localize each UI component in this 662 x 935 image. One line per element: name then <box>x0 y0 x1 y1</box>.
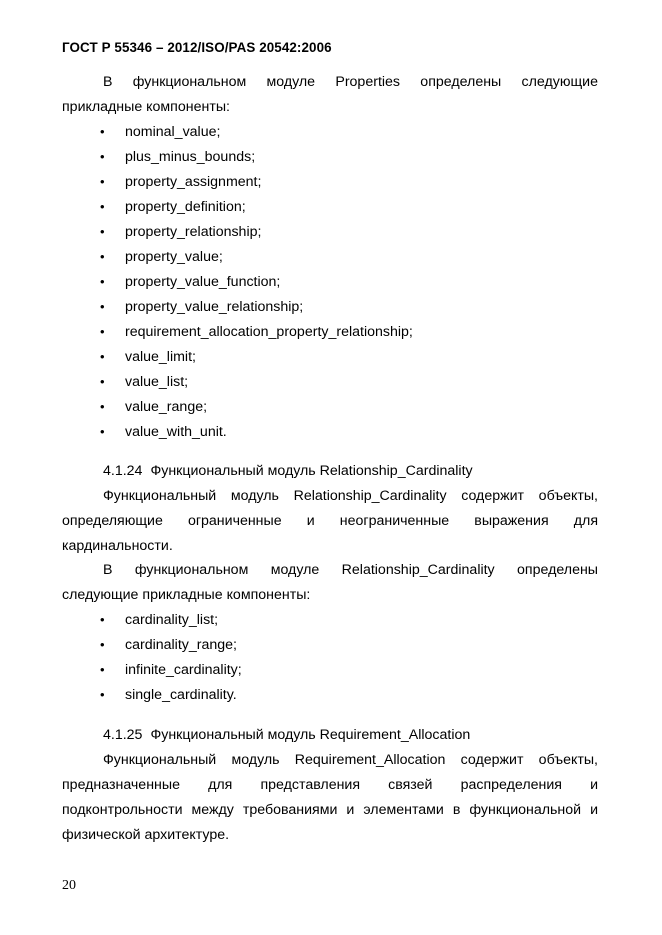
paragraph-line: прикладные компоненты: <box>62 99 230 115</box>
list-item: requirement_allocation_property_relationship; <box>125 324 413 340</box>
section-number: 4.1.25 <box>103 727 143 743</box>
list-item: cardinality_list; <box>125 612 219 628</box>
bullet-icon: • <box>100 374 105 389</box>
bullet-icon: • <box>100 249 105 264</box>
paragraph-line: предназначенные для представления связей распределения и <box>62 777 598 793</box>
bullet-icon: • <box>100 662 105 677</box>
section-heading-4-1-25 <box>103 726 470 744</box>
paragraph-line: Функциональный модуль Requirement_Allocation содержит объекты, <box>103 752 598 768</box>
list-item: single_cardinality. <box>125 687 237 703</box>
paragraph-line: Функциональный модуль Relationship_Cardinality содержит объекты, <box>103 488 598 504</box>
paragraph-line: В функциональном модуле Relationship_Cardinality определены <box>103 562 598 578</box>
page-number: 20 <box>62 878 76 893</box>
paragraph-line: подконтрольности между требованиями и элементами в функциональной и <box>62 802 598 818</box>
bullet-icon: • <box>100 124 105 139</box>
list-item: nominal_value; <box>125 124 221 140</box>
list-item: property_value_function; <box>125 274 281 290</box>
bullet-icon: • <box>100 199 105 214</box>
list-item: infinite_cardinality; <box>125 662 242 678</box>
bullet-icon: • <box>100 687 105 702</box>
bullet-icon: • <box>100 399 105 414</box>
list-item: property_relationship; <box>125 224 262 240</box>
list-item: value_list; <box>125 374 189 390</box>
bullet-icon: • <box>100 274 105 289</box>
list-item: value_with_unit. <box>125 424 227 440</box>
paragraph-line: физической архитектуре. <box>62 827 230 843</box>
paragraph-line: следующие прикладные компоненты: <box>62 587 311 603</box>
section-title: Функциональный модуль Relationship_Cardinality <box>150 463 473 479</box>
list-item: property_definition; <box>125 199 246 215</box>
bullet-icon: • <box>100 612 105 627</box>
bullet-icon: • <box>100 637 105 652</box>
list-item: property_assignment; <box>125 174 262 190</box>
bullet-icon: • <box>100 224 105 239</box>
paragraph-line: кардинальности. <box>62 538 173 554</box>
document-header: ГОСТ Р 55346 – 2012/ISO/PAS 20542:2006 <box>62 40 332 55</box>
paragraph-line: определяющие ограниченные и неограниченные выражения для <box>62 513 598 529</box>
section-number: 4.1.24 <box>103 463 143 479</box>
list-item: plus_minus_bounds; <box>125 149 256 165</box>
bullet-icon: • <box>100 149 105 164</box>
bullet-icon: • <box>100 299 105 314</box>
bullet-icon: • <box>100 174 105 189</box>
list-item: property_value; <box>125 249 223 265</box>
section-title: Функциональный модуль Requirement_Allocation <box>150 727 471 743</box>
bullet-icon: • <box>100 324 105 339</box>
bullet-icon: • <box>100 349 105 364</box>
bullet-icon: • <box>100 424 105 439</box>
section-heading-4-1-24 <box>103 462 473 480</box>
list-item: value_limit; <box>125 349 196 365</box>
list-item: cardinality_range; <box>125 637 237 653</box>
list-item: property_value_relationship; <box>125 299 304 315</box>
paragraph-line: В функциональном модуле Properties определены следующие <box>103 74 598 90</box>
list-item: value_range; <box>125 399 208 415</box>
